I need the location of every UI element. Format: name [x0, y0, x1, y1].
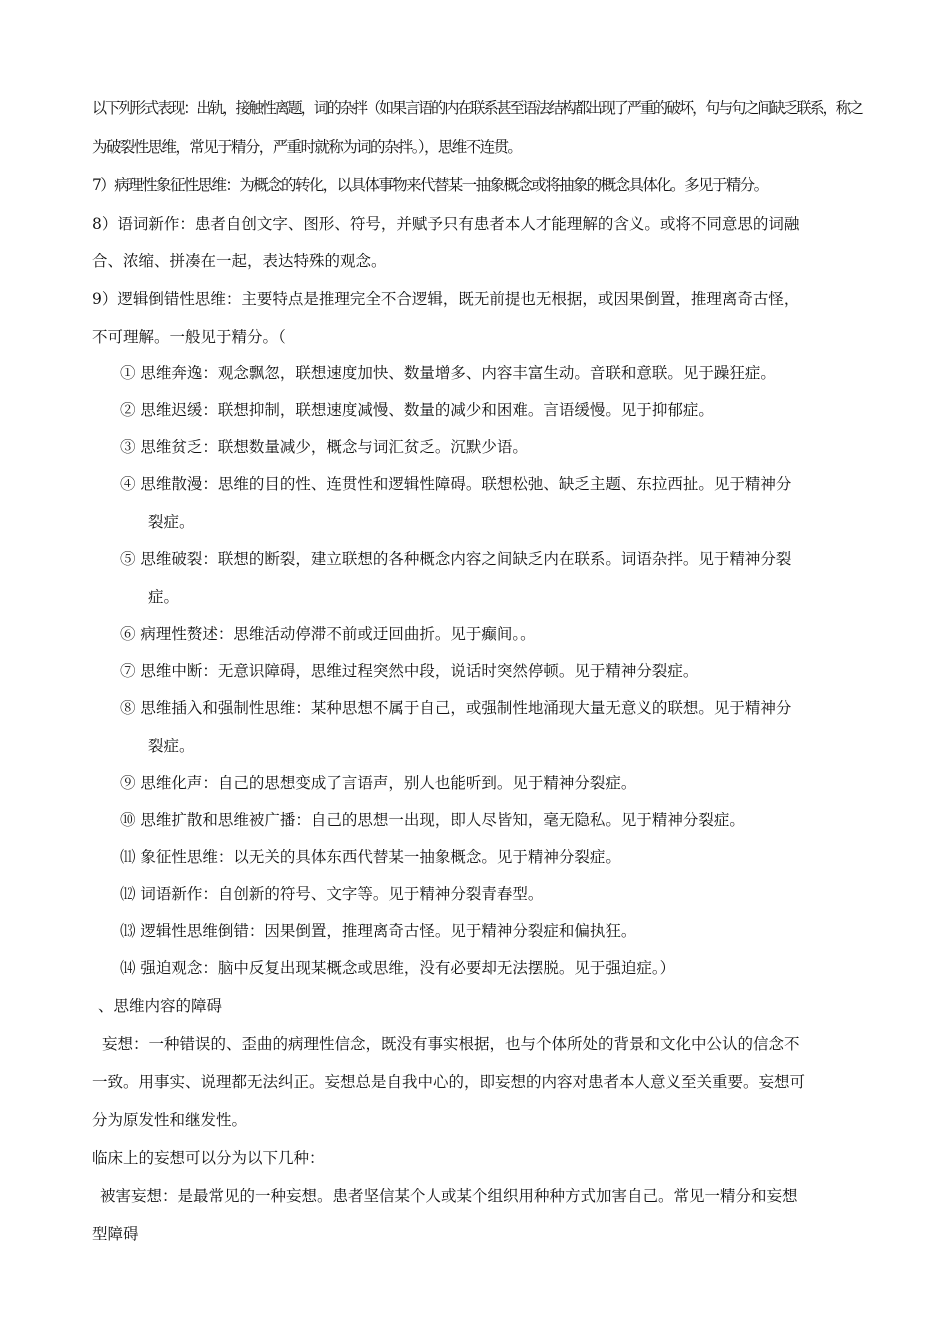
list-item: ⑨ 思维化声：自己的思想变成了言语声，别人也能听到。见于精神分裂症。 — [120, 774, 637, 792]
text-line: 合、浓缩、拼凑在一起，表达特殊的观念。 — [92, 252, 387, 270]
list-item: ① 思维奔逸：观念飘忽，联想速度加快、数量增多、内容丰富生动。音联和意联。见于躁狂症。 — [120, 364, 776, 382]
text-line: 以下列形式表现：出轨，接触性离题，词的杂拌（如果言语的内在联系甚至语法结构都出现了严重的破坏，句与句之间缺乏联系，称之 — [92, 99, 862, 117]
list-item: ⒀ 逻辑性思维倒错：因果倒置，推理离奇古怪。见于精神分裂症和偏执狂。 — [120, 922, 637, 940]
list-item: ⑦ 思维中断：无意识障碍，思维过程突然中段，说话时突然停顿。见于精神分裂症。 — [120, 662, 699, 680]
list-item-continuation: 裂症。 — [148, 513, 195, 531]
text-line: 被害妄想：是最常见的一种妄想。患者坚信某个人或某个组织用种种方式加害自己。常见一精分和妄想 — [100, 1187, 798, 1205]
list-item: ② 思维迟缓：联想抑制，联想速度减慢、数量的减少和困难。言语缓慢。见于抑郁症。 — [120, 401, 714, 419]
list-item: ⑥ 病理性赘述：思维活动停滞不前或迂回曲折。见于癫间。。 — [120, 625, 536, 643]
text-line: 一致。用事实、说理都无法纠正。妄想总是自我中心的，即妄想的内容对患者本人意义至关重要。妄想可 — [92, 1073, 806, 1091]
section-heading: 、思维内容的障碍 — [98, 997, 223, 1015]
text-line: 7）病理性象征性思维：为概念的转化，以具体事物来代替某一抽象概念或将抽象的概念具体化。多见于精分。 — [92, 176, 768, 194]
list-item: ⑩ 思维扩散和思维被广播：自己的思想一出现，即人尽皆知，毫无隐私。见于精神分裂症。 — [120, 811, 745, 829]
text-line: 不可理解。一般见于精分。（ — [92, 328, 286, 346]
list-item: ⑾ 象征性思维：以无关的具体东西代替某一抽象概念。见于精神分裂症。 — [120, 848, 621, 866]
list-item: ④ 思维散漫：思维的目的性、连贯性和逻辑性障碍。联想松弛、缺乏主题、东拉西扯。见于精神分 — [120, 475, 792, 493]
list-item: ⑿ 词语新作：自创新的符号、文字等。见于精神分裂青春型。 — [120, 885, 544, 903]
text-line: 妄想：一种错误的、歪曲的病理性信念，既没有事实根据，也与个体所处的背景和文化中公认的信念不 — [102, 1035, 800, 1053]
text-line: 9）逻辑倒错性思维：主要特点是推理完全不合逻辑，既无前提也无根据，或因果倒置，推理离奇古怪， — [92, 290, 800, 308]
list-item-continuation: 裂症。 — [148, 737, 195, 755]
list-item: ⑤ 思维破裂：联想的断裂，建立联想的各种概念内容之间缺乏内在联系。词语杂拌。见于精神分裂 — [120, 550, 792, 568]
list-item-continuation: 症。 — [148, 588, 180, 606]
list-item: ⑧ 思维插入和强制性思维：某种思想不属于自己，或强制性地涌现大量无意义的联想。见于精神分 — [120, 699, 792, 717]
list-item: ⒁ 强迫观念：脑中反复出现某概念或思维，没有必要却无法摆脱。见于强迫症。） — [120, 959, 676, 977]
text-line: 8）语词新作：患者自创文字、图形、符号，并赋予只有患者本人才能理解的含义。或将不同意思的词融 — [92, 215, 800, 233]
text-line: 分为原发性和继发性。 — [92, 1111, 248, 1129]
list-item: ③ 思维贫乏：联想数量减少，概念与词汇贫乏。沉默少语。 — [120, 438, 528, 456]
text-line: 为破裂性思维，常见于精分，严重时就称为词的杂拌。），思维不连贯。 — [92, 138, 522, 156]
text-line: 型障碍 — [92, 1225, 139, 1243]
text-line: 临床上的妄想可以分为以下几种： — [92, 1149, 325, 1167]
